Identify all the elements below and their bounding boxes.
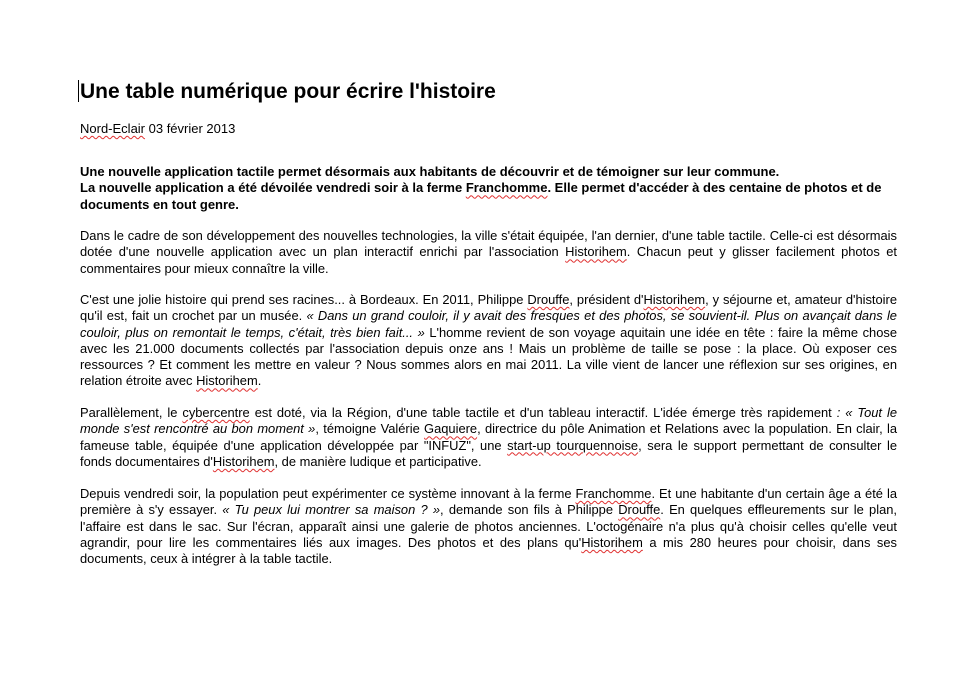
lead-line-1: Une nouvelle application tactile permet désormais aux habitants de découvrir et de témoigner sur leur commune. xyxy=(80,164,780,179)
article-lead[interactable] xyxy=(80,164,897,213)
p4-text-i: a mis 280 heures pour choisir, dans ses documents, ceux à intégrer à la table tactile. xyxy=(80,534,897,567)
p3-quote: : « Tout le monde s'est rencontré au bon moment » xyxy=(80,405,897,437)
paragraph-4[interactable] xyxy=(80,486,897,567)
source-name: Nord-Eclair xyxy=(80,121,146,136)
p3-text-e: , témoigne Valérie xyxy=(315,421,425,437)
p2-text-e: , y séjourne et, amateur d'histoire qu'il est, fait un crochet par un musée. xyxy=(80,292,898,324)
p1-text-a: Dans le cadre de son développement des nouvelles technologies, la ville s'était équipée, l'an dernier, d'une table tactile. Celle-ci est désormais dotée d'une nouvelle application avec un plan interactif enrichi par l'association xyxy=(80,228,897,260)
p3-text-j: Historihem xyxy=(212,453,275,469)
article-title[interactable]: Une table numérique pour écrire l'histoire xyxy=(80,80,496,103)
article-source[interactable] xyxy=(80,121,235,137)
p3-text-b: cybercentre xyxy=(182,405,250,420)
source-date: 03 février 2013 xyxy=(145,121,236,136)
lead-line-2a: La nouvelle application a été dévoilée vendredi soir à la ferme xyxy=(80,180,466,196)
p2-text-d: Historihem xyxy=(643,292,706,307)
paragraph-1[interactable] xyxy=(80,228,897,277)
p1-text-c: . Chacun peut y glisser facilement photos et commentaires pour mieux connaître la ville. xyxy=(80,244,897,276)
p2-text-h: Historihem xyxy=(196,373,258,389)
p3-text-f: Gaquiere xyxy=(424,421,478,437)
p4-text-e: , demande son fils à Philippe xyxy=(440,502,619,518)
p4-quote: « Tu peux lui montrer sa maison ? » xyxy=(222,502,441,518)
paragraph-2[interactable] xyxy=(80,292,897,390)
p2-text-a: C'est une jolie histoire qui prend ses racines... à Bordeaux. En 2011, Philippe xyxy=(80,292,528,307)
p4-text-c: . Et une habitante d'un certain âge a été la première à s'y essayer. xyxy=(80,486,897,518)
paragraph-3[interactable] xyxy=(80,405,897,470)
p2-text-b: Drouffe xyxy=(527,292,570,307)
p2-text-c: , président d' xyxy=(569,292,644,307)
p2-text-g: L'homme revient de son voyage aquitain une idée en tête : faire la même chose avec les 21.000 documents collectés par l'association depuis onze ans ! Mais un problème de taille se pose : la place. Où exposer ces ressources ? Et comment les mettre en valeur ? Nous sommes alors en mai 2011. La ville vient de lancer une réflexion sur ses origines, en relation étroite avec xyxy=(80,324,897,389)
p2-text-i: . xyxy=(257,373,262,389)
p3-text-h: start-up tourquennoise xyxy=(507,437,639,453)
p4-text-g: . En quelques effleurements sur le plan, l'affaire est dans le sac. Sur l'écran, apparaît ainsi une galerie de photos anciennes. L'octogénaire n'a plus qu'à choisir celles qu'elle veut agrandir, pour lire les commentaires liés aux images. Des photos et des plans qu' xyxy=(80,502,897,550)
p4-text-h: Historihem xyxy=(581,534,643,550)
p3-text-g: , directrice du pôle Animation et Relations avec la population. En clair, la fameuse table, équipée d'une application développée par "INFUZ", une xyxy=(80,421,897,453)
p3-text-k: , de manière ludique et participative. xyxy=(274,453,482,469)
p1-text-b: Historihem xyxy=(565,244,627,260)
text-cursor xyxy=(78,80,79,102)
lead-line-2c: . Elle permet d'accéder à des centaine de photos et de documents en tout genre. xyxy=(80,180,882,212)
p3-text-a: Parallèlement, le xyxy=(80,405,183,420)
p4-text-f: Drouffe xyxy=(618,502,661,518)
p4-text-b: Franchomme xyxy=(575,486,652,501)
p4-text-a: Depuis vendredi soir, la population peut expérimenter ce système innovant à la ferme xyxy=(80,486,576,501)
lead-line-2b: Franchomme xyxy=(465,180,548,196)
p3-text-c: est doté, via la Région, d'une table tactile et d'un tableau interactif. L'idée émerge très rapidement xyxy=(249,405,837,420)
p3-text-i: , sera le support permettant de consulter le fonds documentaires d' xyxy=(80,437,897,469)
p2-quote: « Dans un grand couloir, il y avait des fresques et des photos, se souvient-il. Plus on avançait dans le couloir, plus on remontait le temps, c'était, très bien fait... » xyxy=(80,308,897,340)
